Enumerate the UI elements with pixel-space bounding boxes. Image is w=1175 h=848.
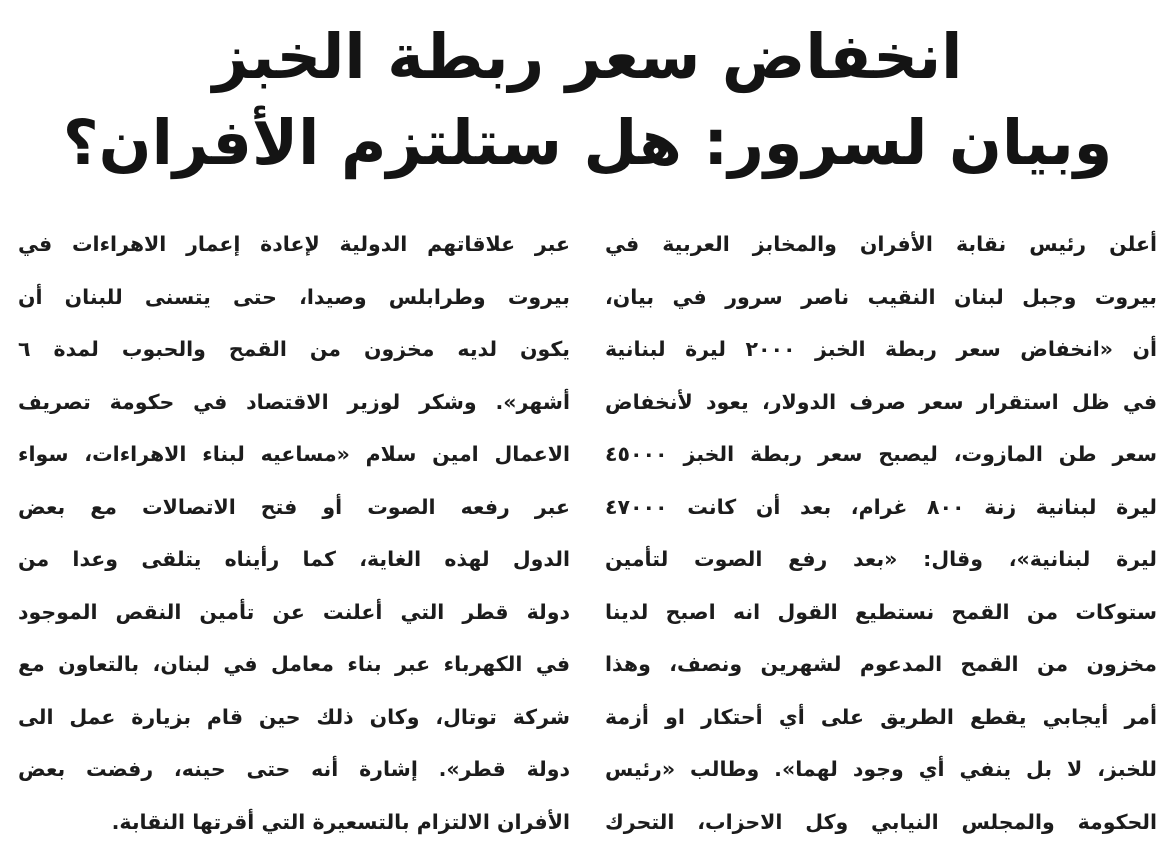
- body-line: الدول لهذه الغاية، كما رأيناه يتلقى وعدا من: [18, 533, 570, 586]
- body-line: سعر طن المازوت، ليصبح سعر ربطة الخبز ٤٥٠٠٠: [605, 428, 1157, 481]
- body-line: ليرة لبنانية زنة ٨٠٠ غرام، بعد أن كانت ٤٧٠٠٠: [605, 481, 1157, 534]
- body-line: للخبز، لا بل ينفي أي وجود لهما». وطالب «رئيس: [605, 743, 1157, 796]
- body-line: أعلن رئيس نقابة الأفران والمخابز العربية في: [605, 218, 1157, 271]
- body-line: بيروت وجبل لبنان النقيب ناصر سرور في بيان،: [605, 271, 1157, 324]
- article-headline: [20, 14, 1155, 186]
- body-line: ليرة لبنانية»، وقال: «بعد رفع الصوت لتأمين: [605, 533, 1157, 586]
- body-line: بيروت وطرابلس وصيدا، حتى يتسنى للبنان أن: [18, 271, 570, 324]
- body-line: عبر علاقاتهم الدولية لإعادة إعمار الاهراءات في: [18, 218, 570, 271]
- body-line: أمر أيجابي يقطع الطريق على أي أحتكار او أزمة: [605, 691, 1157, 744]
- body-column-left: [18, 218, 570, 848]
- headline-line-1: انخفاض سعر ربطة الخبز: [20, 14, 1155, 100]
- body-line: شركة توتال، وكان ذلك حين قام بزيارة عمل الى: [18, 691, 570, 744]
- body-line: دولة قطر». إشارة أنه حتى حينه، رفضت بعض: [18, 743, 570, 796]
- body-line: في الكهرباء عبر بناء معامل في لبنان، بالتعاون مع: [18, 638, 570, 691]
- body-line: ستوكات من القمح نستطيع القول انه اصبح لدينا: [605, 586, 1157, 639]
- article-body: [18, 218, 1157, 818]
- body-line: عبر رفعه الصوت أو فتح الاتصالات مع بعض: [18, 481, 570, 534]
- body-line: دولة قطر التي أعلنت عن تأمين النقص الموجود: [18, 586, 570, 639]
- body-column-right: [605, 218, 1157, 848]
- body-line: مخزون من القمح المدعوم لشهرين ونصف، وهذا: [605, 638, 1157, 691]
- body-line: الاعمال امين سلام «مساعيه لبناء الاهراءات، سواء: [18, 428, 570, 481]
- body-line: يكون لديه مخزون من القمح والحبوب لمدة ٦: [18, 323, 570, 376]
- body-line: الأفران الالتزام بالتسعيرة التي أقرتها النقابة.: [18, 796, 570, 848]
- headline-line-2: وبيان لسرور: هل ستلتزم الأفران؟: [20, 100, 1155, 186]
- body-line: أشهر». وشكر لوزير الاقتصاد في حكومة تصريف: [18, 376, 570, 429]
- body-line: الحكومة والمجلس النيابي وكل الاحزاب، التحرك: [605, 796, 1157, 848]
- body-line: في ظل استقرار سعر صرف الدولار، يعود لأنخفاض: [605, 376, 1157, 429]
- body-line: أن «انخفاض سعر ربطة الخبز ٢٠٠٠ ليرة لبنانية: [605, 323, 1157, 376]
